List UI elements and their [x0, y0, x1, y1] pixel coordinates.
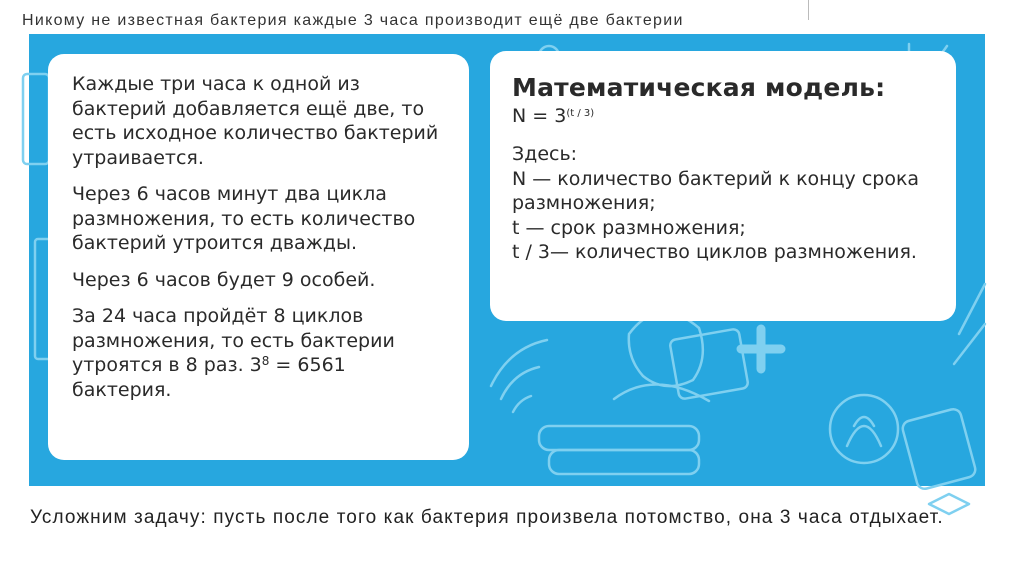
definition-n: N — количество бактерий к концу срока размножения;	[512, 167, 920, 214]
explanation-card	[48, 54, 469, 460]
paragraph-4-start: За 24 часа пройдёт 8 циклов размножения, то есть бактерии утроятся в 8 раз. 3	[72, 305, 395, 376]
doodle-plus-icon	[741, 329, 781, 369]
definition-cycles: t / 3— количество циклов размножения.	[512, 241, 917, 263]
model-formula	[512, 104, 940, 128]
divider	[808, 0, 809, 20]
explanation-paragraph-4	[72, 304, 449, 402]
exponent: 8	[261, 354, 270, 368]
explanation-paragraph-1: Каждые три часа к одной из бактерий добавляется ещё две, то есть исходное количество бактерий утраивается.	[72, 73, 439, 169]
task-statement: Усложним задачу: пусть после того как бактерия произвела потомство, она 3 часа отдыхает.	[30, 507, 944, 528]
doodle-tablet-icon	[901, 407, 977, 490]
here-label: Здесь:	[512, 143, 578, 165]
model-title: Математическая модель:	[512, 73, 886, 102]
doodle-book-icon	[23, 74, 49, 164]
paragraph-4-end: = 6561 бактерия.	[72, 354, 346, 401]
formula-base: N = 3	[512, 105, 567, 127]
doodle-wifi-icon	[491, 340, 547, 412]
doodle-portrait-circle-icon	[830, 395, 898, 463]
definition-t: t — срок размножения;	[512, 216, 746, 239]
formula-exponent: (t / 3)	[566, 108, 595, 119]
model-card	[490, 51, 956, 321]
doodle-face-icon	[847, 417, 881, 446]
explanation-paragraph-2: Через 6 часов минут два цикла размножения, то есть количество бактерий утроится дважды.	[72, 183, 416, 254]
doodle-ruler-icon	[954, 284, 985, 364]
explanation-paragraph-3: Через 6 часов будет 9 особей.	[72, 268, 376, 291]
illustration-panel	[29, 34, 985, 486]
doodle-books-stack-icon	[539, 426, 699, 450]
cropped-heading-line	[22, 4, 782, 29]
doodle-person-icon	[614, 312, 709, 401]
cropped-heading-text: Никому не известная бактерия каждые 3 часа производит ещё две бактерии	[22, 12, 684, 29]
